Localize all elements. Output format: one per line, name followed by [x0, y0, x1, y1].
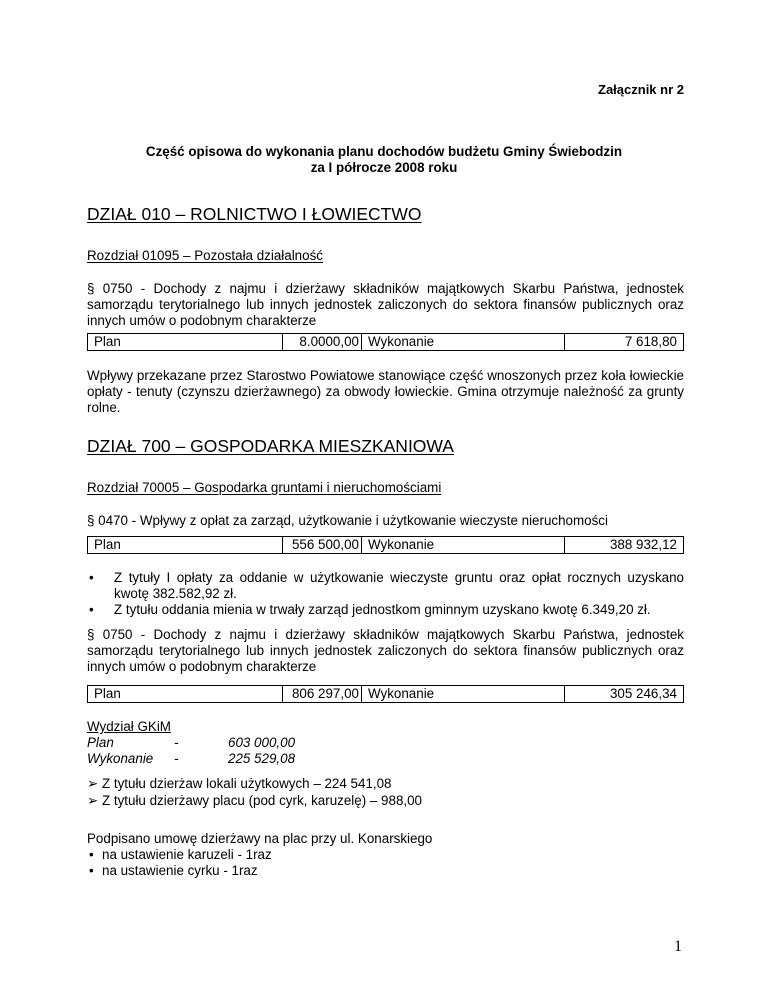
department-execution-row: Wykonanie - 225 529,08: [87, 751, 296, 766]
attachment-label: Załącznik nr 2: [598, 82, 684, 97]
execution-value: 388 932,12: [565, 537, 684, 554]
bullet-icon: •: [89, 863, 94, 878]
plan-value: 806 297,00: [283, 686, 362, 703]
list-item: • Z tytułu oddania mienia w trwały zarząd jednostkom gminnym uzyskano kwotę 6.349,20 zł.: [89, 602, 651, 617]
subsection-heading-01095: Rozdział 01095 – Pozostała działalność: [87, 248, 323, 263]
list-item: • Z tytuły I opłaty za oddanie w użytkowanie wieczyste gruntu oraz opłat rocznych uzyskano kwotę 382.582,92 zł.: [89, 570, 684, 601]
execution-label: Wykonanie: [362, 686, 565, 703]
bullet-icon: •: [89, 570, 94, 585]
department-breakdown: [87, 719, 295, 767]
plan-label: Plan: [88, 334, 283, 351]
list-item: • na ustawienie karuzeli - 1raz: [89, 847, 272, 862]
bullet-icon: •: [89, 602, 94, 617]
document-title-line2: za I półrocze 2008 roku: [310, 160, 458, 175]
plan-value: 556 500,00: [283, 537, 362, 554]
arrow-bullet-icon: ➢: [87, 776, 99, 791]
list-item: ➢ Z tytułu dzierżawy placu (pod cyrk, karuzelę) – 988,00: [87, 793, 423, 808]
plan-table-0750: [87, 685, 684, 703]
document-title-line1: Część opisowa do wykonania planu dochodów budżetu Gminy Świebodzin: [145, 144, 623, 159]
arrow-bullet-icon: ➢: [87, 793, 99, 808]
paragraph-0750-first: § 0750 - Dochody z najmu i dzierżawy składników majątkowych Skarbu Państwa, jednostek samorządu terytorialnego lub innych jednostek zaliczonych do sektora finansów publicznych oraz innych umów o podobnym charakterze: [87, 281, 684, 328]
section-heading-010: DZIAŁ 010 – ROLNICTWO I ŁOWIECTWO: [87, 204, 422, 224]
list-item: ➢ Z tytułu dzierżaw lokali użytkowych – 224 541,08: [87, 776, 392, 791]
bullet-icon: •: [89, 847, 94, 862]
plan-value: 8.0000,00: [283, 334, 362, 351]
bullet-list-contract: [87, 847, 684, 879]
plan-table-01095: [87, 333, 684, 351]
subsection-heading-70005: Rozdział 70005 – Gospodarka gruntami i nieruchomościami: [87, 480, 442, 495]
paragraph-0750-second: § 0750 - Dochody z najmu i dzierżawy składników majątkowych Skarbu Państwa, jednostek samorządu terytorialnego lub innych jednostek zaliczonych do sektora finansów publicznych oraz innych umów o podobnym charakterze: [87, 627, 684, 674]
list-item: • na ustawienie cyrku - 1raz: [89, 863, 258, 878]
note-01095: Wpływy przekazane przez Starostwo Powiatowe stanowiące część wnoszonych przez koła łowieckie opłaty - tenuty (czynszu dzierżawnego) za obwody łowieckie. Gmina otrzymuje należność za grunty rolne.: [87, 368, 684, 415]
execution-value: 305 246,34: [565, 686, 684, 703]
arrow-list: [87, 775, 422, 809]
contract-intro: Podpisano umowę dzierżawy na plac przy ul. Konarskiego: [87, 831, 433, 846]
page-number: 1: [674, 938, 682, 955]
department-plan-row: Plan - 603 000,00: [87, 735, 296, 750]
paragraph-0470: § 0470 - Wpływy z opłat za zarząd, użytkowanie i użytkowanie wieczyste nieruchomości: [87, 513, 608, 528]
section-heading-700: DZIAŁ 700 – GOSPODARKA MIESZKANIOWA: [87, 436, 454, 456]
execution-value: 7 618,80: [565, 334, 684, 351]
bullet-list-0470: [87, 570, 684, 618]
execution-label: Wykonanie: [362, 334, 565, 351]
plan-label: Plan: [88, 537, 283, 554]
plan-table-0470: [87, 536, 684, 554]
department-name: Wydział GKiM: [87, 719, 171, 734]
plan-label: Plan: [88, 686, 283, 703]
execution-label: Wykonanie: [362, 537, 565, 554]
